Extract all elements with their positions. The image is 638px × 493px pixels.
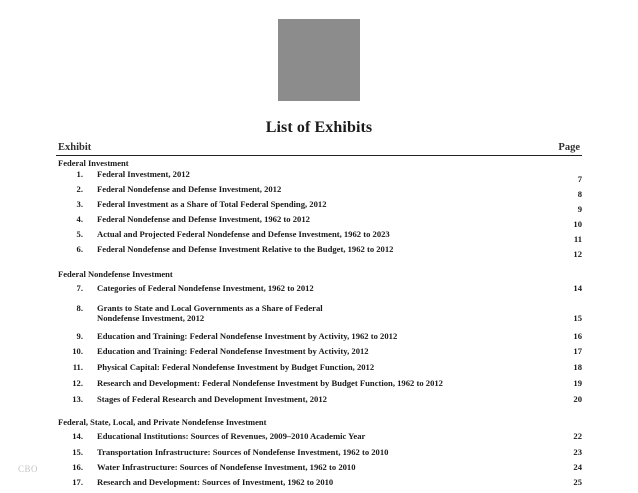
exhibit-number: 1.: [76, 169, 83, 179]
exhibit-page: 10: [573, 219, 582, 229]
exhibit-label: Research and Development: Federal Nondefense Investment by Budget Function, 1962 to 2012: [97, 378, 443, 388]
exhibit-row[interactable]: [58, 199, 582, 214]
exhibit-label: Education and Training: Federal Nondefense Investment by Activity, 2012: [97, 346, 369, 356]
exhibit-page: 19: [573, 378, 582, 388]
decorative-gray-square: [278, 19, 360, 101]
exhibit-label: Water Infrastructure: Sources of Nondefense Investment, 1962 to 2010: [97, 462, 356, 472]
exhibit-label: Federal Investment as a Share of Total Federal Spending, 2012: [97, 199, 327, 209]
exhibit-page: 15: [573, 313, 582, 323]
exhibit-row[interactable]: [58, 359, 582, 375]
page-title: List of Exhibits: [265, 119, 373, 136]
exhibit-number: 10.: [72, 346, 83, 356]
exhibit-number: 14.: [72, 431, 83, 441]
exhibit-row[interactable]: [58, 391, 582, 407]
exhibit-label: Physical Capital: Federal Nondefense Investment by Budget Function, 2012: [97, 362, 375, 372]
exhibit-label: Grants to State and Local Governments as a Share of Federal Nondefense Investment, 2012: [97, 303, 323, 323]
exhibit-number: 8.: [76, 303, 83, 313]
section-federal-nondefense-investment: [58, 268, 582, 407]
exhibit-number: 3.: [76, 199, 83, 209]
exhibit-number: 17.: [72, 477, 83, 487]
exhibit-page: 11: [573, 234, 582, 244]
exhibit-row[interactable]: [58, 460, 582, 475]
exhibit-row[interactable]: [58, 428, 582, 445]
exhibit-page: 16: [573, 331, 582, 341]
section-federal-state-local-private: [58, 416, 582, 490]
page-column-header: Page: [558, 142, 580, 153]
exhibit-label: Education and Training: Federal Nondefense Investment by Activity, 1962 to 2012: [97, 331, 398, 341]
exhibit-number: 6.: [76, 244, 83, 254]
exhibit-page: 25: [573, 477, 582, 487]
exhibit-page: 12: [573, 249, 582, 259]
exhibit-label: Federal Nondefense and Defense Investment Relative to the Budget, 1962 to 2012: [97, 244, 394, 254]
exhibit-label: Federal Nondefense and Defense Investment, 2012: [97, 184, 282, 194]
exhibit-page: 18: [573, 362, 582, 372]
exhibit-row[interactable]: [58, 343, 582, 359]
header-divider: [56, 155, 582, 156]
exhibit-column-header: Exhibit: [58, 142, 92, 153]
exhibit-page: 14: [573, 283, 582, 293]
exhibit-number: 16.: [72, 462, 83, 472]
exhibit-page: 22: [573, 431, 582, 441]
cbo-logo: CBO: [18, 464, 39, 474]
exhibit-label: Federal Nondefense and Defense Investment, 1962 to 2012: [97, 214, 310, 224]
exhibit-list: [58, 157, 582, 490]
exhibit-number: 2.: [76, 184, 83, 194]
exhibit-label: Research and Development: Sources of Investment, 1962 to 2010: [97, 477, 334, 487]
exhibit-row[interactable]: [58, 328, 582, 343]
exhibit-page: 17: [573, 346, 582, 356]
exhibit-number: 11.: [72, 362, 83, 372]
exhibit-row[interactable]: [58, 169, 582, 184]
exhibit-page: 20: [573, 394, 582, 404]
exhibit-number: 5.: [76, 229, 83, 239]
exhibit-number: 4.: [76, 214, 83, 224]
exhibit-row[interactable]: [58, 375, 582, 391]
exhibit-number: 7.: [76, 283, 83, 293]
exhibit-row[interactable]: [58, 184, 582, 199]
exhibit-number: 12.: [72, 378, 83, 388]
exhibit-page: 23: [573, 447, 582, 457]
exhibit-row[interactable]: [58, 229, 582, 244]
exhibit-number: 9.: [76, 331, 83, 341]
exhibit-label: Actual and Projected Federal Nondefense and Defense Investment, 1962 to 2023: [97, 229, 390, 239]
section-title: Federal Investment: [58, 158, 129, 168]
section-title: Federal, State, Local, and Private Nondefense Investment: [58, 417, 267, 427]
exhibit-row[interactable]: [58, 244, 582, 259]
exhibit-row[interactable]: [58, 475, 582, 490]
exhibit-page: 7: [577, 174, 582, 184]
exhibit-label: Educational Institutions: Sources of Revenues, 2009–2010 Academic Year: [97, 431, 366, 441]
exhibit-row[interactable]: [58, 214, 582, 229]
exhibit-label: Categories of Federal Nondefense Investment, 1962 to 2012: [97, 283, 314, 293]
exhibit-label: Federal Investment, 2012: [97, 169, 190, 179]
exhibit-number: 13.: [72, 394, 83, 404]
exhibit-row[interactable]: [58, 300, 582, 328]
exhibit-label: Transportation Infrastructure: Sources of Nondefense Investment, 1962 to 2010: [97, 447, 389, 457]
exhibit-page: 9: [577, 204, 582, 214]
section-title: Federal Nondefense Investment: [58, 269, 173, 279]
exhibit-number: 15.: [72, 447, 83, 457]
exhibit-row[interactable]: [58, 280, 582, 300]
section-federal-investment: [58, 157, 582, 259]
exhibit-row[interactable]: [58, 445, 582, 460]
exhibit-label: Stages of Federal Research and Development Investment, 2012: [97, 394, 327, 404]
exhibit-page: 24: [573, 462, 582, 472]
exhibit-page: 8: [577, 189, 582, 199]
